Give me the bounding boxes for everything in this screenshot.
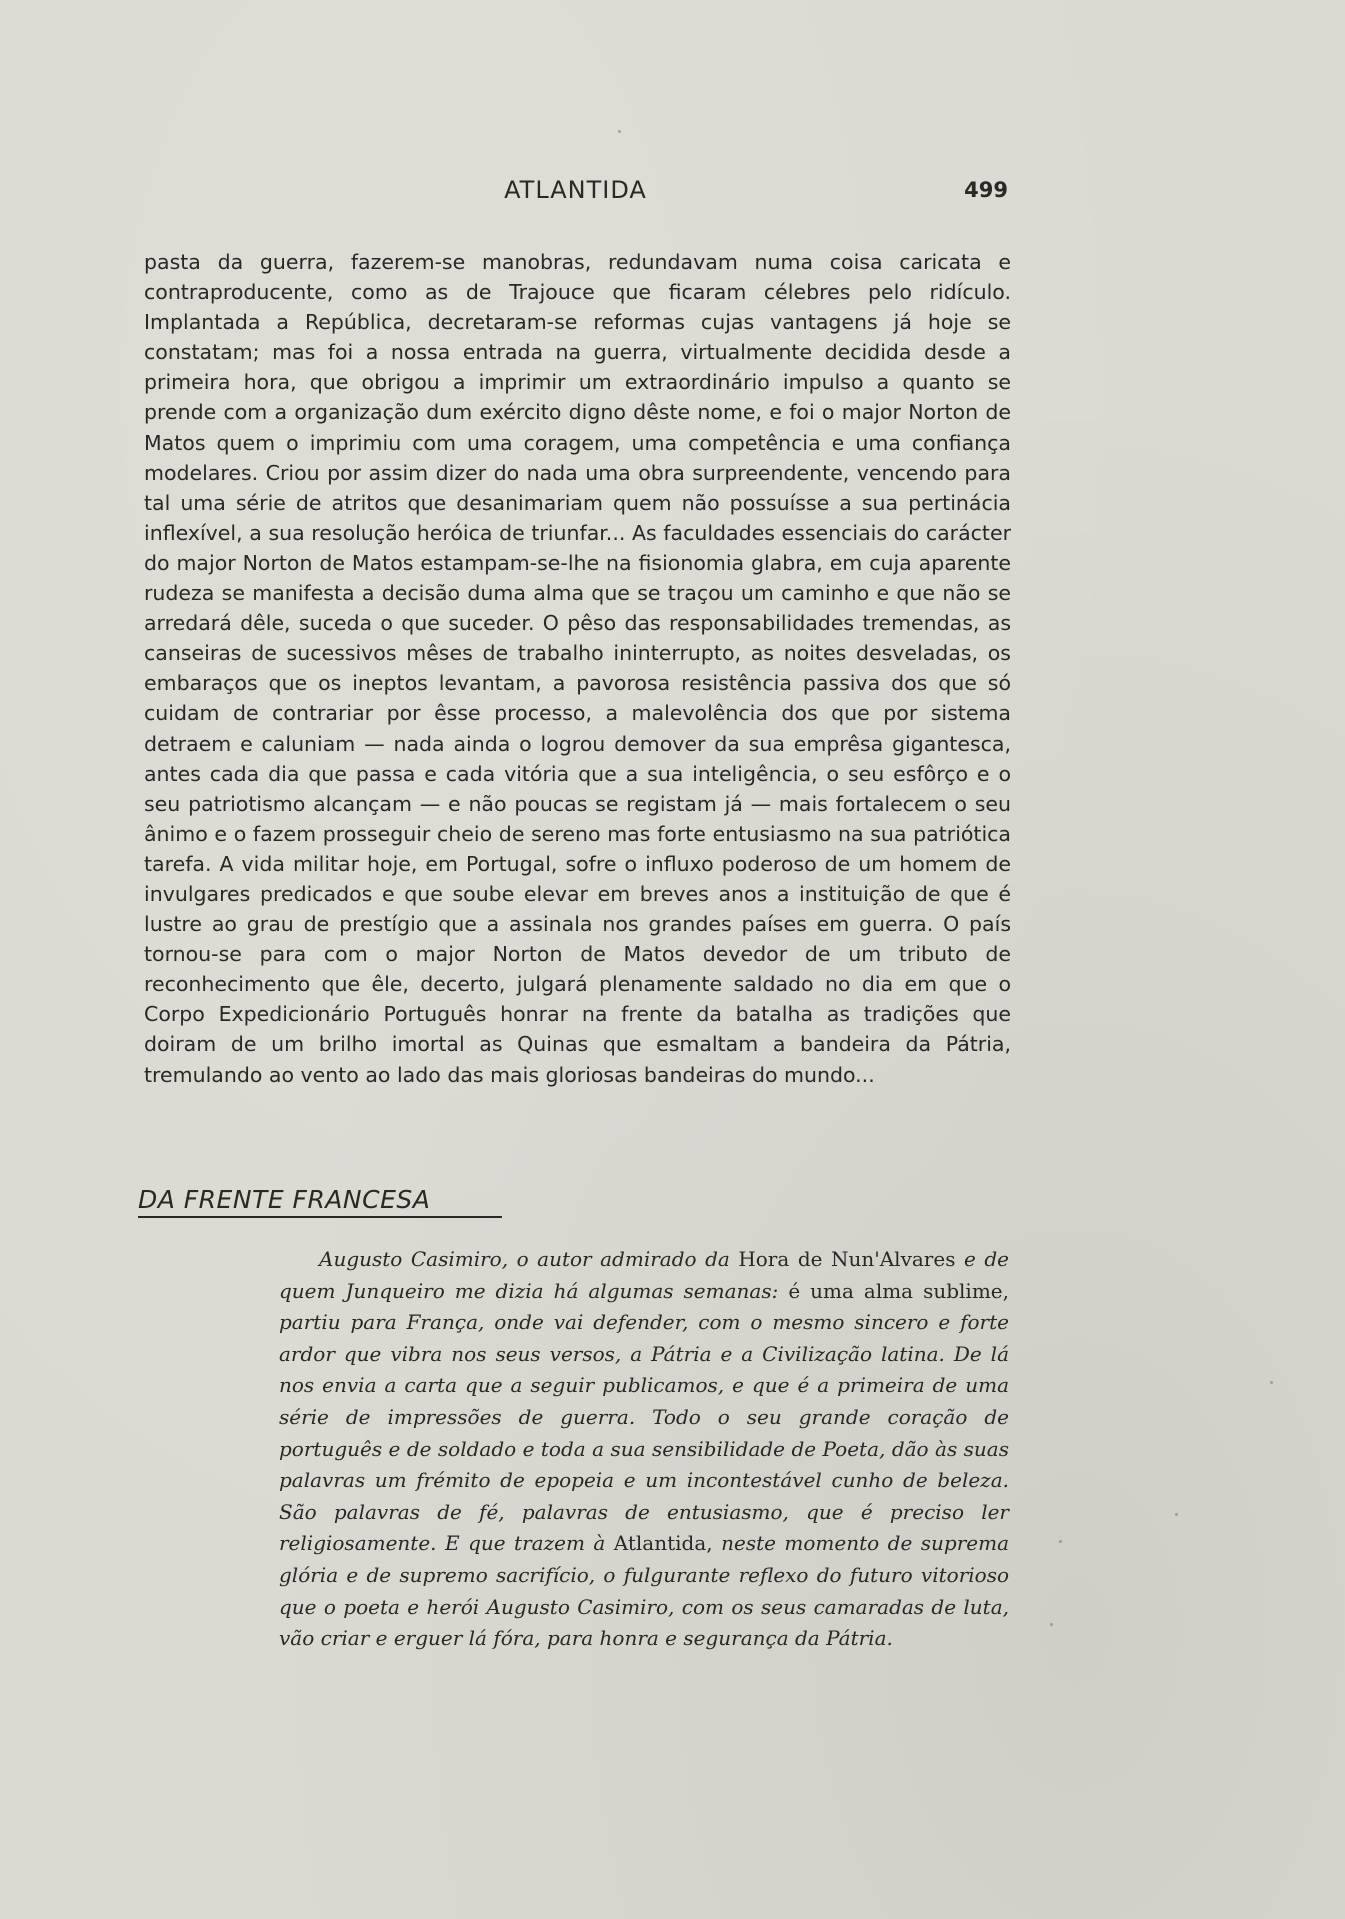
page-number: 499 (964, 178, 1008, 202)
paper-speck (1059, 1540, 1062, 1543)
magazine-name: Atlantida, (613, 1531, 713, 1556)
intro-part-2: e de quem Junqueiro me dizia há algumas semanas: (279, 1247, 1009, 1303)
quote: é uma alma sublime, (788, 1278, 1009, 1303)
paper-speck (1050, 1623, 1053, 1626)
paper-speck (1270, 1381, 1273, 1384)
paper-speck (618, 130, 621, 133)
running-head (143, 176, 1008, 210)
paper-speck (1175, 1513, 1178, 1516)
intro-part-3: partiu para França, onde vai defender, com o mesmo sincero e forte ardor que vibra nos seus versos, a Pátria e a Civilização latina. De lá nos envia a carta que a seguir publicamos, e que é a primeira de uma série de impressões de guerra. Todo o seu grande coração de português e de soldado e toda a sua sensibilidade de Poeta, dão às suas palavras um frémito de epopeia e um incontestável cunho de beleza. São palavras de fé, palavras de entusiasmo, que é preciso ler religiosamente. E que trazem à (279, 1310, 1009, 1556)
section-title: DA FRENTE FRANCESA (138, 1185, 502, 1218)
intro-part-4: neste momento de suprema glória e de supremo sacrifício, o fulgurante reflexo do futuro vitorioso que o poeta e herói Augusto Casimiro, com os seus camaradas de luta, vão criar e erguer lá fóra, para honra e segurança da Pátria. (279, 1531, 1010, 1651)
section-intro (279, 1244, 1009, 1655)
running-title: ATLANTIDA (504, 176, 647, 204)
body-paragraph: pasta da guerra, fazerem-se manobras, redundavam numa coisa caricata e contraproducente, como as de Trajouce que ficaram célebres pelo ridículo. Implantada a República, decretaram-se reformas cujas vantagens já hoje se constatam; mas foi a nossa entrada na guerra, virtualmente decidida desde a primeira hora, que obrigou a imprimir um extraordinário impulso a quanto se prende com a organização dum exército digno dêste nome, e foi o major Norton de Matos quem o imprimiu com uma coragem, uma competência e uma confiança modelares. Criou por assim dizer do nada uma obra surpreendente, vencendo para tal uma série de atritos que desanimariam quem não possuísse a sua pertinácia inflexível, a sua resolução heróica de triunfar... As faculdades essenciais do carácter do major Norton de Matos estampam-se-lhe na fisionomia glabra, em cuja aparente rudeza se manifesta a decisão duma alma que se traçou um caminho e que não se arredará dêle, suceda o que suceder. O pêso das responsabilidades tremendas, as canseiras de sucessivos mêses de trabalho ininterrupto, as noites desveladas, os embaraços que os ineptos levantam, a pavorosa resistência passiva dos que só cuidam de contrariar por êsse processo, a malevolência dos que por sistema detraem e caluniam — nada ainda o logrou demover da sua emprêsa gigantesca, antes cada dia que passa e cada vitória que a sua inteligência, o seu esfôrço e o seu patriotismo alcançam — e não poucas se registam já — mais fortalecem o seu ânimo e o fazem prosseguir cheio de sereno mas forte entusiasmo na sua patriótica tarefa. A vida militar hoje, em Portugal, sofre o influxo poderoso de um homem de invulgares predicados e que soube elevar em breves anos a instituição de que é lustre ao grau de prestígio que a assinala nos grandes países em guerra. O país tornou-se para com o major Norton de Matos devedor de um tributo de reconhecimento que êle, decerto, julgará plenamente saldado no dia em que o Corpo Expedicionário Português honrar na frente da batalha as tradições que doiram de um brilho imortal as Quinas que esmaltam a bandeira da Pátria, tremulando ao vento ao lado das mais gloriosas bandeiras do mundo... (144, 250, 1011, 1087)
work-title: Hora de Nun'Alvares (738, 1247, 956, 1271)
intro-part-1: Augusto Casimiro, o autor admirado da (319, 1247, 739, 1271)
